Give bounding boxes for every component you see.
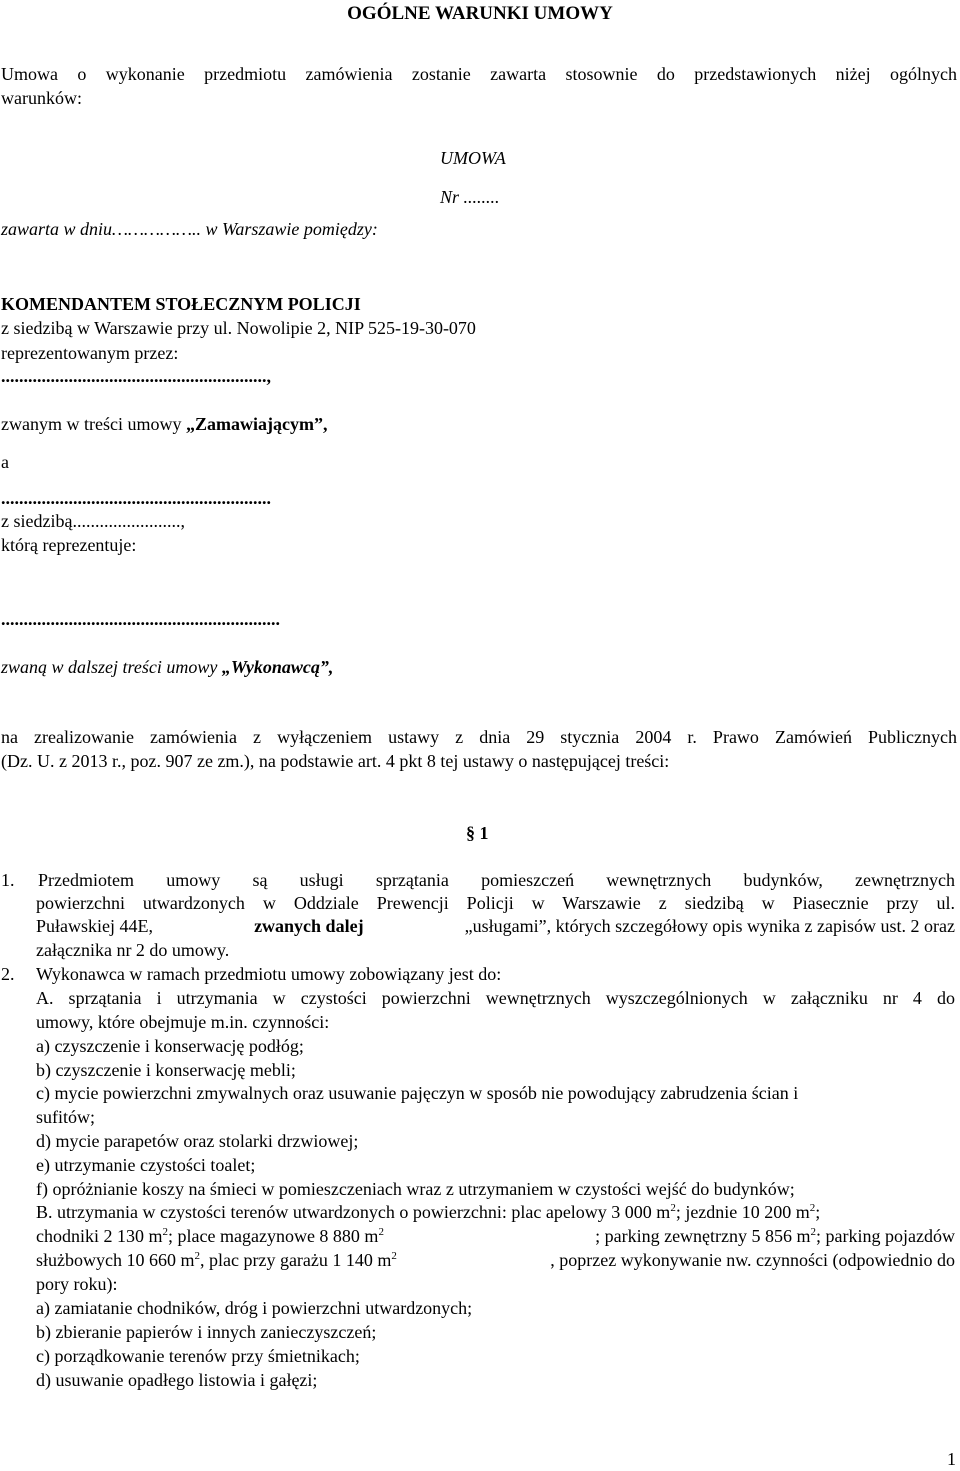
superscript: 2: [391, 1250, 397, 1262]
list-item: d) mycie parapetów oraz stolarki drzwiowej;: [36, 1131, 359, 1151]
concluded-line: zawarta w dniu…………….. w Warszawie pomiędzy:: [1, 219, 378, 239]
p2-a-line-1: A. sprzątania i utrzymania w czystości powierzchni wewnętrznych wyszczególnionych w załączniku nr 4 do: [36, 988, 955, 1008]
list-item: c) porządkowanie terenów przy śmietnikach;: [36, 1346, 360, 1366]
list-item: b) zbieranie papierów i innych zanieczyszczeń;: [36, 1322, 377, 1342]
party1-name: KOMENDANTEM STOŁECZNYM POLICJI: [1, 294, 361, 314]
p2-b-line-3-a: służbowych 10 660 m: [36, 1250, 195, 1270]
party2-represented-by: którą reprezentuje:: [1, 535, 137, 555]
party2-called: [1, 656, 333, 679]
superscript: 2: [194, 1250, 200, 1262]
list-item: f) opróżnianie koszy na śmieci w pomieszczeniach wraz z utrzymaniem w czystości wejść do budynków;: [36, 1179, 795, 1199]
list-item: a) zamiatanie chodników, dróg i powierzchni utwardzonych;: [36, 1298, 473, 1318]
page-number: 1: [947, 1449, 956, 1469]
p2-b-line-2-c: ; parking zewnętrzny 5 856 m: [595, 1226, 811, 1246]
p2-b-line-1-c: ;: [815, 1202, 821, 1222]
p2-b-line-2-a: chodniki 2 130 m: [36, 1226, 163, 1246]
party1-seat: z siedzibą w Warszawie przy ul. Nowolipie 2, NIP 525-19-30-070: [1, 318, 476, 338]
p2-b-line-1-b: ; jezdnie 10 200 m: [675, 1202, 810, 1222]
superscript: 2: [809, 1202, 816, 1214]
p2-b-line-2: [36, 1225, 955, 1248]
list-item: sufitów;: [36, 1107, 96, 1127]
p1-number: 1.: [1, 870, 15, 890]
legal-basis-line-1: na zrealizowanie zamówienia z wyłączeniem ustawy z dnia 29 stycznia 2004 r. Prawo Zamówień Publicznych: [1, 727, 957, 747]
p1-line-3-b: zwanych dalej: [254, 916, 364, 936]
intro-line-1: Umowa o wykonanie przedmiotu zamówienia zostanie zawarta stosownie do przedstawionych niżej ogólnych: [1, 64, 957, 84]
legal-basis-line-2: (Dz. U. z 2013 r., poz. 907 ze zm.), na podstawie art. 4 pkt 8 tej ustawy o następującej treści:: [1, 751, 670, 771]
party1-called: [1, 413, 327, 436]
p1-line-1: Przedmiotem umowy są usługi sprzątania pomieszczeń wewnętrznych budynków, zewnętrznych: [38, 870, 955, 890]
and-word: a: [1, 452, 9, 472]
party1-represented-by: reprezentowanym przez:: [1, 343, 179, 363]
document-title: OGÓLNE WARUNKI UMOWY: [347, 3, 613, 24]
p1-line-2: powierzchni utwardzonych w Oddziale Prewencji Policji w Warszawie z siedzibą w Piasecznie przy ul.: [36, 893, 955, 913]
party1-called-prefix: zwanym w treści umowy: [1, 414, 186, 434]
p2-b-line-4: pory roku):: [36, 1274, 118, 1294]
party2-seat: z siedzibą........................,: [1, 511, 185, 531]
list-item: d) usuwanie opadłego listowia i gałęzi;: [36, 1370, 318, 1390]
party2-called-prefix: zwaną w dalszej treści umowy: [1, 657, 222, 677]
p1-line-3: [36, 915, 955, 938]
superscript: 2: [378, 1226, 384, 1238]
superscript: 2: [810, 1226, 817, 1238]
list-item: c) mycie powierzchni zmywalnych oraz usuwanie pajęczyn w sposób nie powodujący zabrudzenia ścian i: [36, 1083, 799, 1103]
umowa-number: Nr ........: [440, 187, 500, 207]
party1-called-name: „Zamawiającym”,: [185, 414, 328, 434]
section-mark: § 1: [466, 823, 489, 843]
p2-b-line-2-b: ; place magazynowe 8 880 m: [168, 1226, 379, 1246]
superscript: 2: [670, 1202, 676, 1214]
party2-dots-rep: ..............................................................: [1, 609, 280, 629]
p1-line-3-a: Puławskiej 44E,: [36, 916, 153, 936]
p1-line-4: załącznika nr 2 do umowy.: [36, 940, 230, 960]
p1-line-3-c: „usługami”, których szczegółowy opis wynika z zapisów ust. 2 oraz: [464, 916, 955, 936]
list-item: b) czyszczenie i konserwację mebli;: [36, 1060, 296, 1080]
list-item: e) utrzymanie czystości toalet;: [36, 1155, 256, 1175]
party2-called-name: „Wykonawcą”,: [221, 657, 334, 677]
p2-b-line-3-c: , poprzez wykonywanie nw. czynności (odpowiednio do: [550, 1250, 955, 1270]
p2-text: Wykonawca w ramach przedmiotu umowy zobowiązany jest do:: [36, 964, 502, 984]
p2-b-line-2-d: ; parking pojazdów: [816, 1226, 955, 1246]
p2-number: 2.: [1, 964, 15, 984]
party1-dots: ...........................................................,: [1, 366, 271, 386]
intro-line-2: warunków:: [1, 88, 82, 108]
superscript: 2: [162, 1226, 168, 1238]
p2-b-line-1-a: B. utrzymania w czystości terenów utwardzonych o powierzchni: plac apelowy 3 000 m: [36, 1202, 671, 1222]
party2-dots-name: ............................................................: [1, 488, 271, 508]
umowa-heading: UMOWA: [440, 148, 506, 168]
p2-b-line-1: [36, 1201, 955, 1224]
p2-a-line-2: umowy, które obejmuje m.in. czynności:: [36, 1012, 330, 1032]
p2-b-line-3-b: , plac przy garażu 1 140 m: [199, 1250, 392, 1270]
list-item: a) czyszczenie i konserwację podłóg;: [36, 1036, 304, 1056]
p2-b-line-3: [36, 1249, 955, 1272]
